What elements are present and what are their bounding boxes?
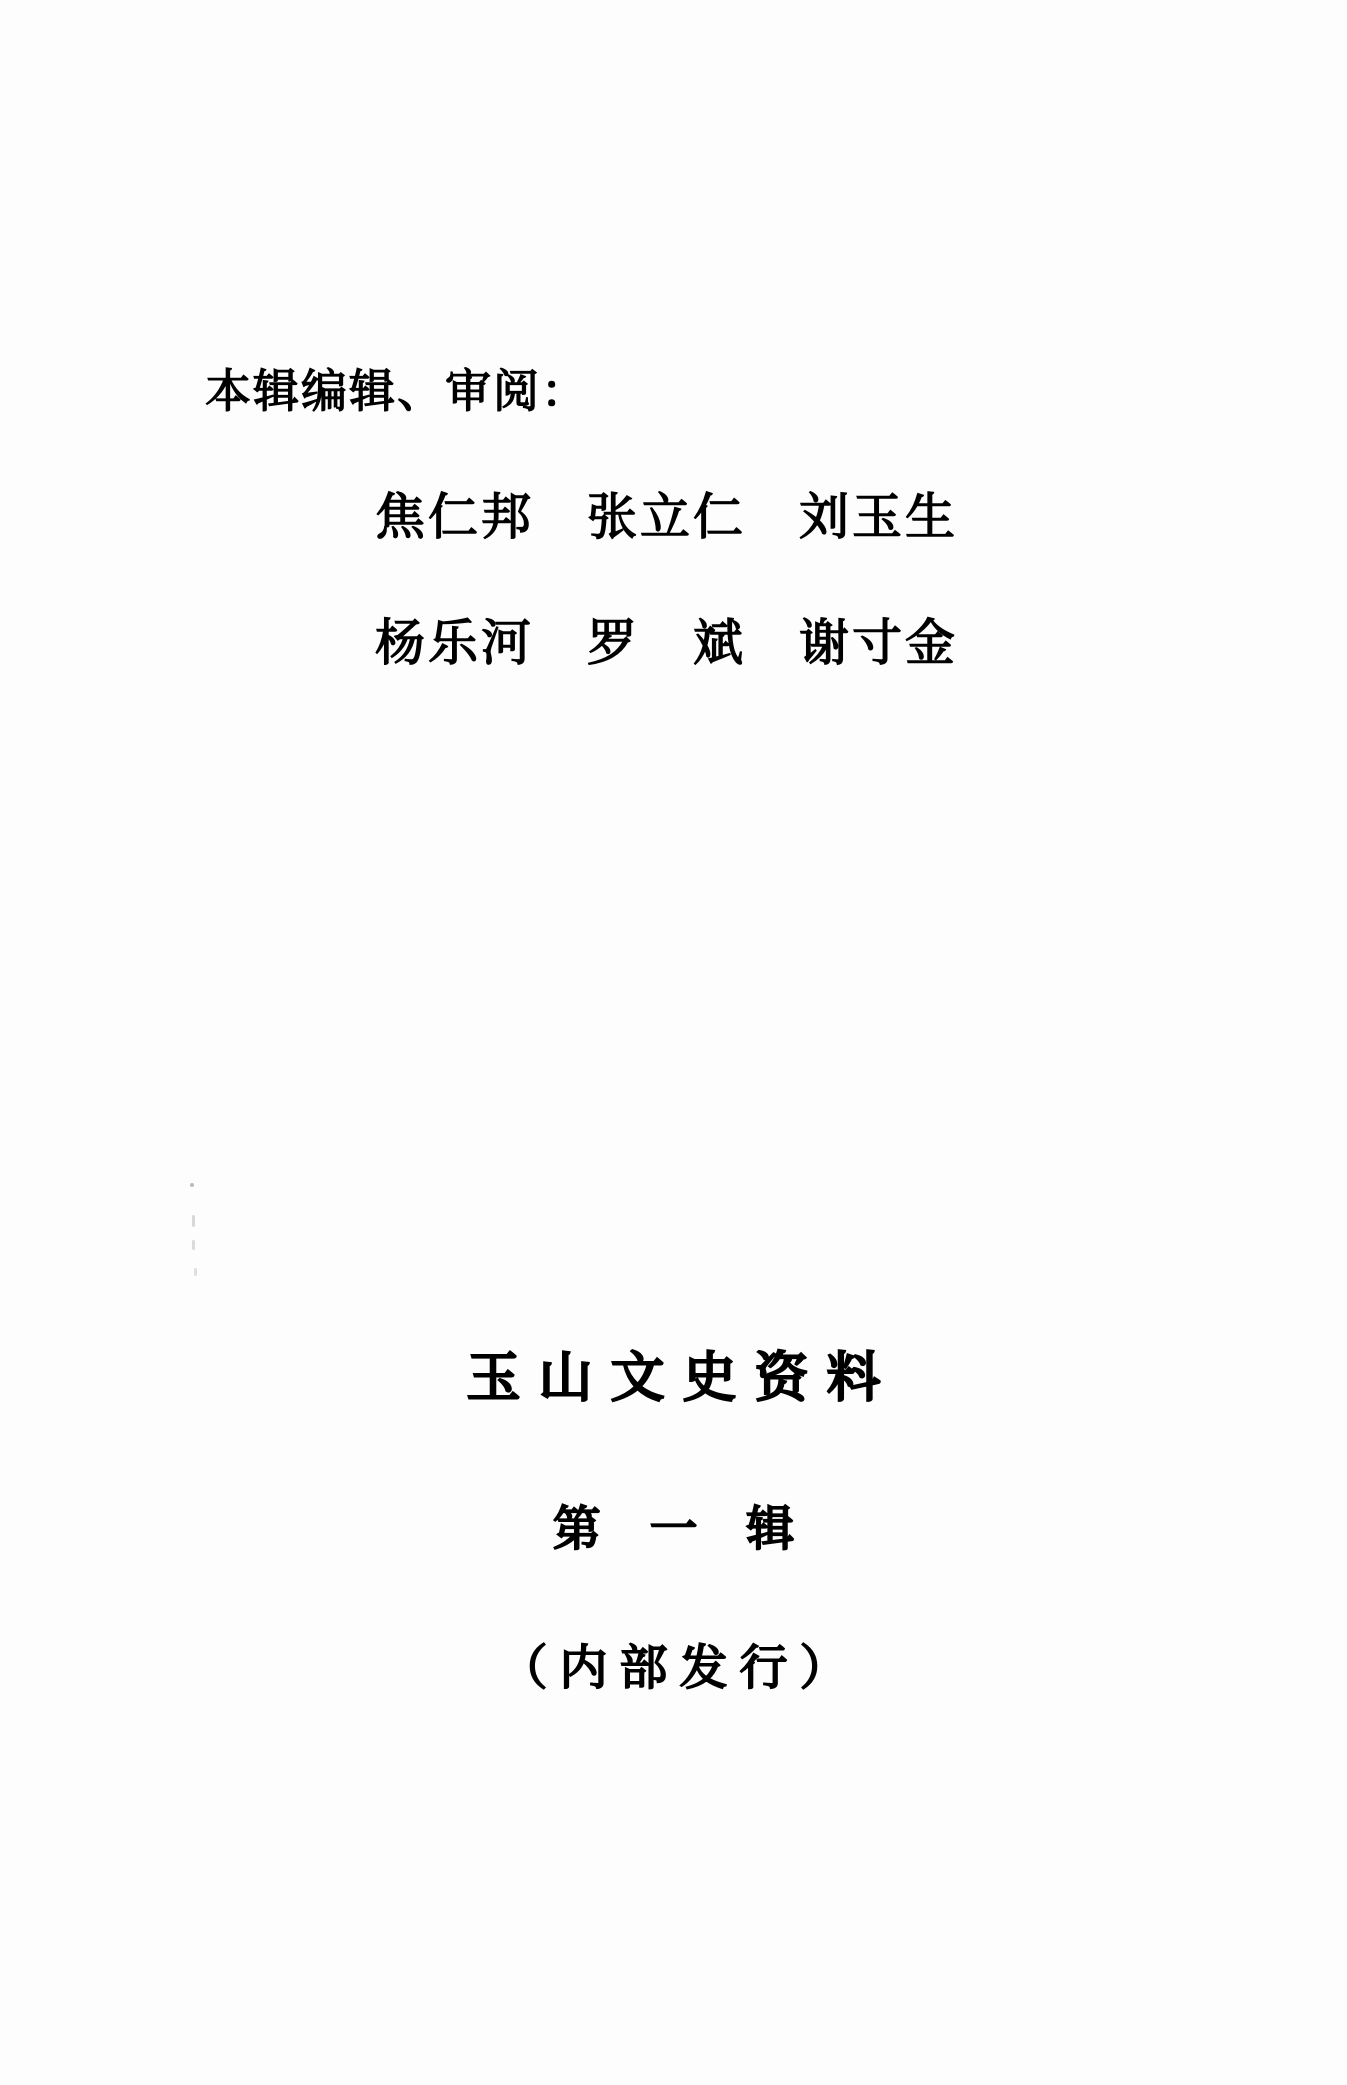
editors-name-row: 杨乐河 罗 斌 谢寸金 xyxy=(375,614,958,672)
page-speck xyxy=(192,1215,195,1227)
distribution-note: （内部发行） xyxy=(499,1640,860,1696)
volume-label: 第 一 辑 xyxy=(552,1501,811,1557)
document-title: 玉山文史资料 xyxy=(466,1346,899,1409)
editors-block xyxy=(0,355,1347,675)
page-speck xyxy=(190,1183,194,1187)
editors-name-row: 焦仁邦 张立仁 刘玉生 xyxy=(375,488,958,546)
page-speck xyxy=(194,1268,197,1276)
editors-heading: 本辑编辑、审阅： xyxy=(205,364,589,418)
title-block xyxy=(0,1335,1347,1698)
page-speck xyxy=(192,1240,195,1250)
